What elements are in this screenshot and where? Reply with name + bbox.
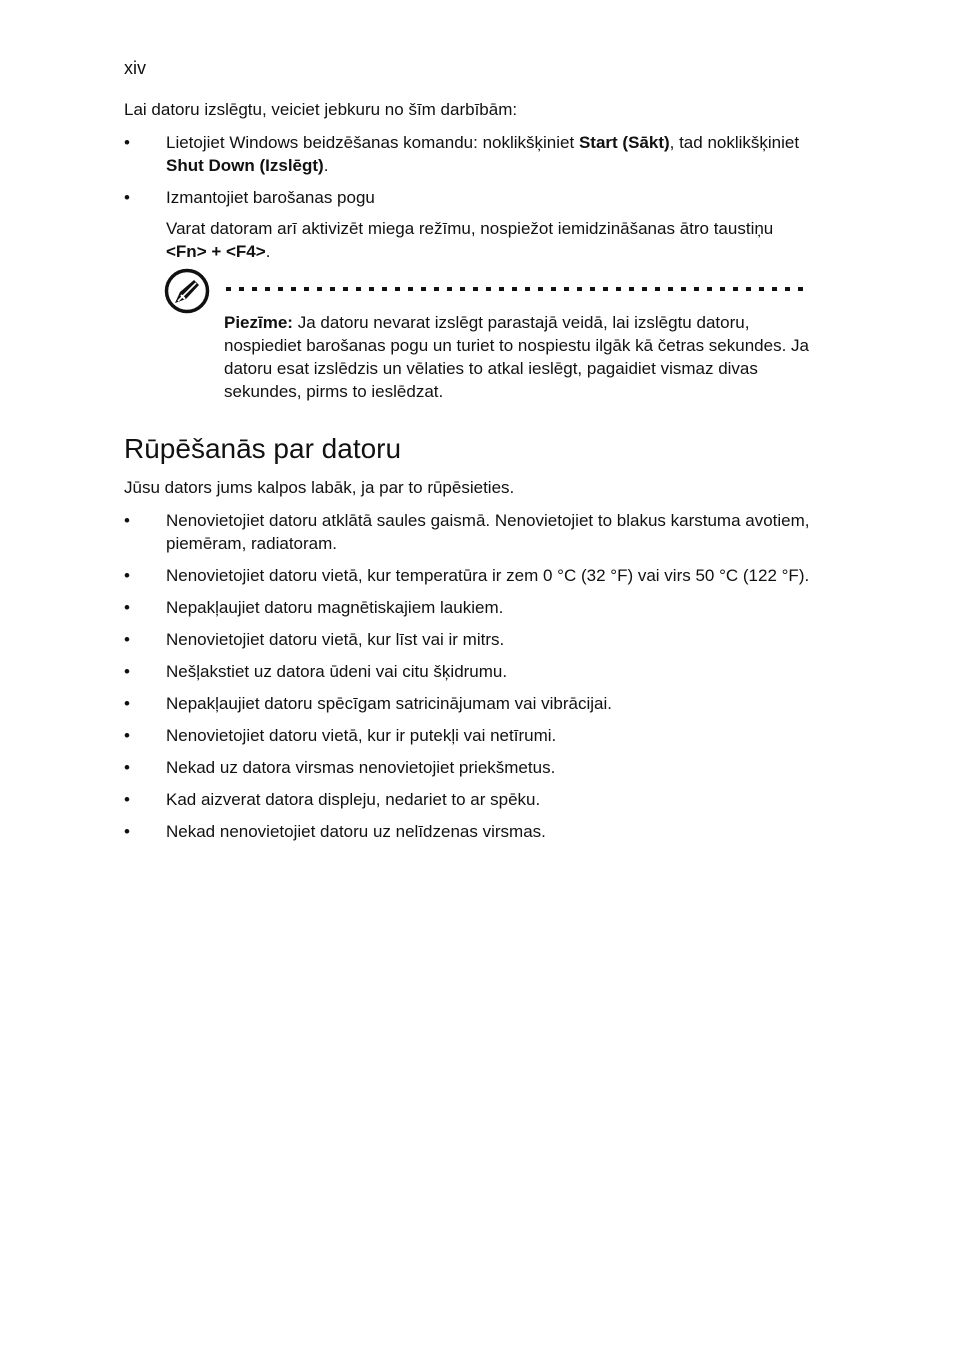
- start-label: Start (Sākt): [578, 133, 670, 152]
- care-list: [124, 509, 814, 843]
- bullet-icon: •: [124, 758, 130, 777]
- note-text: [224, 311, 814, 403]
- bullet-icon: •: [124, 133, 130, 152]
- sleep-paragraph: [166, 217, 806, 263]
- list-item: [124, 509, 814, 555]
- bullet-icon: •: [124, 566, 130, 585]
- list-item: [124, 660, 814, 683]
- bullet-icon: •: [124, 822, 130, 841]
- item-text: Nenovietojiet datoru vietā, kur līst vai ir mitrs.: [166, 630, 505, 649]
- item-text: , tad noklikšķiniet: [669, 133, 800, 152]
- bullet-icon: •: [124, 188, 130, 207]
- bullet-icon: •: [124, 630, 130, 649]
- item-text: Kad aizverat datora displeju, nedariet to ar spēku.: [166, 790, 541, 809]
- shutdown-intro: Lai datoru izslēgtu, veiciet jebkuru no šīm darbībām:: [124, 100, 518, 119]
- item-text: Nenovietojiet datoru vietā, kur temperatūra ir zem 0 °C (32 °F) vai virs 50 °C (122 °F).: [166, 566, 810, 585]
- list-item: [124, 186, 814, 209]
- item-text: Nenovietojiet datoru atklātā saules gaismā. Nenovietojiet to blakus karstuma avotiem, piemēram, radiatoram.: [166, 511, 810, 553]
- note-body: Ja datoru nevarat izslēgt parastajā veidā, lai izslēgtu datoru, nospiediet barošanas pogu un turiet to nospiestu ilgāk kā četras sekundes. Ja datoru esat izslēdzis un vēlaties to atkal ieslēgt, pagaidiet vismaz divas sekundes, pirms to ieslēdzat.: [224, 313, 809, 401]
- section-title: Rūpēšanās par datoru: [124, 433, 402, 464]
- list-item: [124, 724, 814, 747]
- item-text: Nepakļaujiet datoru magnētiskajiem laukiem.: [166, 598, 504, 617]
- bullet-icon: •: [124, 790, 130, 809]
- page-number: xiv: [124, 58, 146, 78]
- bullet-icon: •: [124, 511, 130, 530]
- bullet-icon: •: [124, 598, 130, 617]
- list-item: [124, 596, 814, 619]
- item-text: Izmantojiet barošanas pogu: [166, 188, 375, 207]
- note-label: Piezīme:: [224, 313, 293, 332]
- bullet-icon: •: [124, 726, 130, 745]
- list-item: [124, 628, 814, 651]
- item-text: Lietojiet Windows beidzēšanas komandu: noklikšķiniet: [166, 133, 579, 152]
- sleep-text: Varat datoram arī aktivizēt miega režīmu, nospiežot iemidzināšanas ātro taustiņu: [166, 219, 774, 238]
- item-text: Nekad uz datora virsmas nenovietojiet priekšmetus.: [166, 758, 556, 777]
- item-text: .: [323, 156, 329, 175]
- list-item: [124, 788, 814, 811]
- item-text: Nenovietojiet datoru vietā, kur ir putekļi vai netīrumi.: [166, 726, 557, 745]
- hotkey-label: <Fn> + <F4>: [166, 242, 266, 261]
- item-text: Nepakļaujiet datoru spēcīgam satricinājumam vai vibrācijai.: [166, 694, 612, 713]
- shutdown-list: [124, 131, 814, 209]
- note-divider: [226, 287, 810, 291]
- list-item: [124, 692, 814, 715]
- list-item: [124, 564, 814, 587]
- bullet-icon: •: [124, 662, 130, 681]
- item-text: Nekad nenovietojiet datoru uz nelīdzenas virsmas.: [166, 822, 546, 841]
- list-item: [124, 820, 814, 843]
- item-text: Nešļakstiet uz datora ūdeni vai citu šķidrumu.: [166, 662, 508, 681]
- sleep-text-end: .: [265, 242, 271, 261]
- section-intro: Jūsu dators jums kalpos labāk, ja par to rūpēsieties.: [124, 478, 515, 497]
- shutdown-label: Shut Down (Izslēgt): [166, 156, 324, 175]
- bullet-icon: •: [124, 694, 130, 713]
- list-item: [124, 756, 814, 779]
- note-icon: [164, 268, 210, 314]
- list-item: [124, 131, 814, 177]
